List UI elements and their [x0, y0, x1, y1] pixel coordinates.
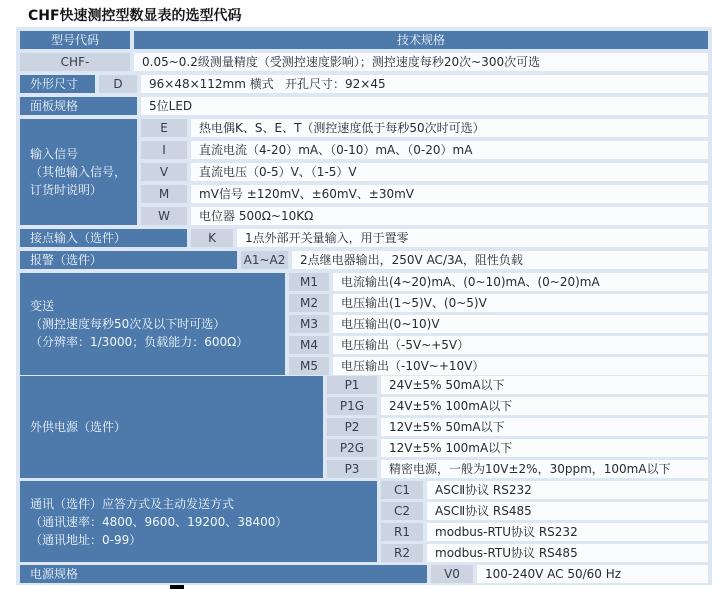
code-p1: P1 [327, 376, 377, 394]
desc-i: 直流电流（4-20）mA、（0-10）mA、（0-20）mA [191, 141, 708, 159]
desc-c1: ASCⅡ协议 RS232 [427, 481, 708, 499]
code-c1: C1 [381, 481, 423, 499]
code-k: K [191, 229, 233, 247]
desc-m3: 电压输出(0~10)V [333, 315, 708, 333]
stray-mark [170, 585, 184, 589]
code-chf: CHF- [20, 53, 130, 71]
desc-m5: 电压输出（-10V~+10V） [333, 357, 708, 375]
desc-p1g: 24V±5% 100mA以下 [381, 397, 708, 415]
label-transmit-line1: 变送 [30, 299, 55, 313]
desc-m: mV信号 ±120mV、±60mV、±30mV [191, 185, 708, 203]
desc-m4: 电压输出（-5V~+5V） [333, 336, 708, 354]
label-comm-line2: （通讯速率：4800、9600、19200、38400） [30, 514, 288, 529]
desc-m2: 电压输出(1~5)V、(0~5)V [333, 294, 708, 312]
code-p2g: P2G [327, 439, 377, 457]
desc-r1: modbus-RTU协议 RS232 [427, 523, 708, 541]
code-p3: P3 [327, 460, 377, 478]
desc-p2: 12V±5% 50mA以下 [381, 418, 708, 436]
code-m2: M2 [289, 294, 329, 312]
code-v0: V0 [431, 565, 473, 583]
code-d: D [99, 75, 137, 93]
code-c2: C2 [381, 502, 423, 520]
desc-panel-spec: 5位LED [141, 97, 708, 115]
label-dimensions: 外形尺寸 [20, 75, 95, 93]
label-contact-input: 接点输入（选件） [20, 229, 187, 247]
label-transmit-line2: （测控速度每秒50次及以下时可选） [30, 317, 226, 331]
desc-p1: 24V±5% 50mA以下 [381, 376, 708, 394]
desc-dimensions [141, 75, 708, 93]
desc-v0: 100-240V AC 50/60 Hz [477, 565, 708, 583]
code-m4: M4 [289, 336, 329, 354]
desc-v: 直流电压（0-5）V、（1-5）V [191, 163, 708, 181]
label-input-signal [20, 119, 137, 225]
desc-chf: 0.05~0.2级测量精度（受测控速度影响）；测控速度每秒20次~300次可选 [134, 53, 708, 71]
label-comm-line3: （通讯地址：0-99） [30, 532, 142, 547]
code-i: I [141, 141, 187, 159]
code-m5: M5 [289, 357, 329, 375]
code-r2: R2 [381, 544, 423, 562]
code-m: M [141, 185, 187, 203]
desc-k: 1点外部开关量输入，用于置零 [237, 229, 708, 247]
desc-c2: ASCⅡ协议 RS485 [427, 502, 708, 520]
desc-p3: 精密电源，一般为10V±2%，30ppm，100mA以下 [381, 460, 708, 478]
label-comm-line1: 通讯（选件）应答方式及主动发送方式 [30, 496, 235, 511]
desc-w: 电位器 500Ω~10KΩ [191, 207, 708, 225]
code-r1: R1 [381, 523, 423, 541]
label-alarm: 报警（选件） [20, 251, 237, 269]
header-model-code: 型号代码 [20, 31, 130, 49]
desc-r2: modbus-RTU协议 RS485 [427, 544, 708, 562]
label-power-spec: 电源规格 [20, 565, 427, 583]
label-panel-spec: 面板规格 [20, 97, 137, 115]
code-e: E [141, 119, 187, 137]
desc-a1a2: 2点继电器输出，250V AC/3A，阻性负载 [292, 251, 708, 269]
label-ext-power: 外供电源（选件） [20, 376, 323, 478]
desc-e: 热电偶K、S、E、T（测控速度低于每秒50次时可选） [191, 119, 708, 137]
code-p1g: P1G [327, 397, 377, 415]
header-tech-spec: 技术规格 [134, 31, 708, 49]
label-input-line1: 输入信号 [30, 147, 79, 161]
code-m3: M3 [289, 315, 329, 333]
code-v: V [141, 163, 187, 181]
label-input-line2: （其他输入信号， [30, 165, 127, 179]
desc-dimensions-size: 96×48×112mm 横式 [149, 77, 274, 91]
page-title: CHF快速测控型数显表的选型代码 [28, 8, 242, 24]
code-a1a2: A1~A2 [241, 251, 288, 269]
label-transmit [20, 273, 285, 375]
desc-m1: 电流输出(4~20)mA、(0~10)mA、(0~20)mA [333, 273, 708, 291]
desc-dimensions-cutout: 开孔尺寸：92×45 [285, 77, 386, 91]
code-m1: M1 [289, 273, 329, 291]
desc-p2g: 12V±5% 100mA以下 [381, 439, 708, 457]
code-p2: P2 [327, 418, 377, 436]
label-comm [20, 481, 377, 562]
label-transmit-line3: （分辨率：1/3000；负载能力：600Ω） [30, 335, 249, 349]
code-w: W [141, 207, 187, 225]
label-input-line3: 订货时说明） [30, 183, 103, 197]
